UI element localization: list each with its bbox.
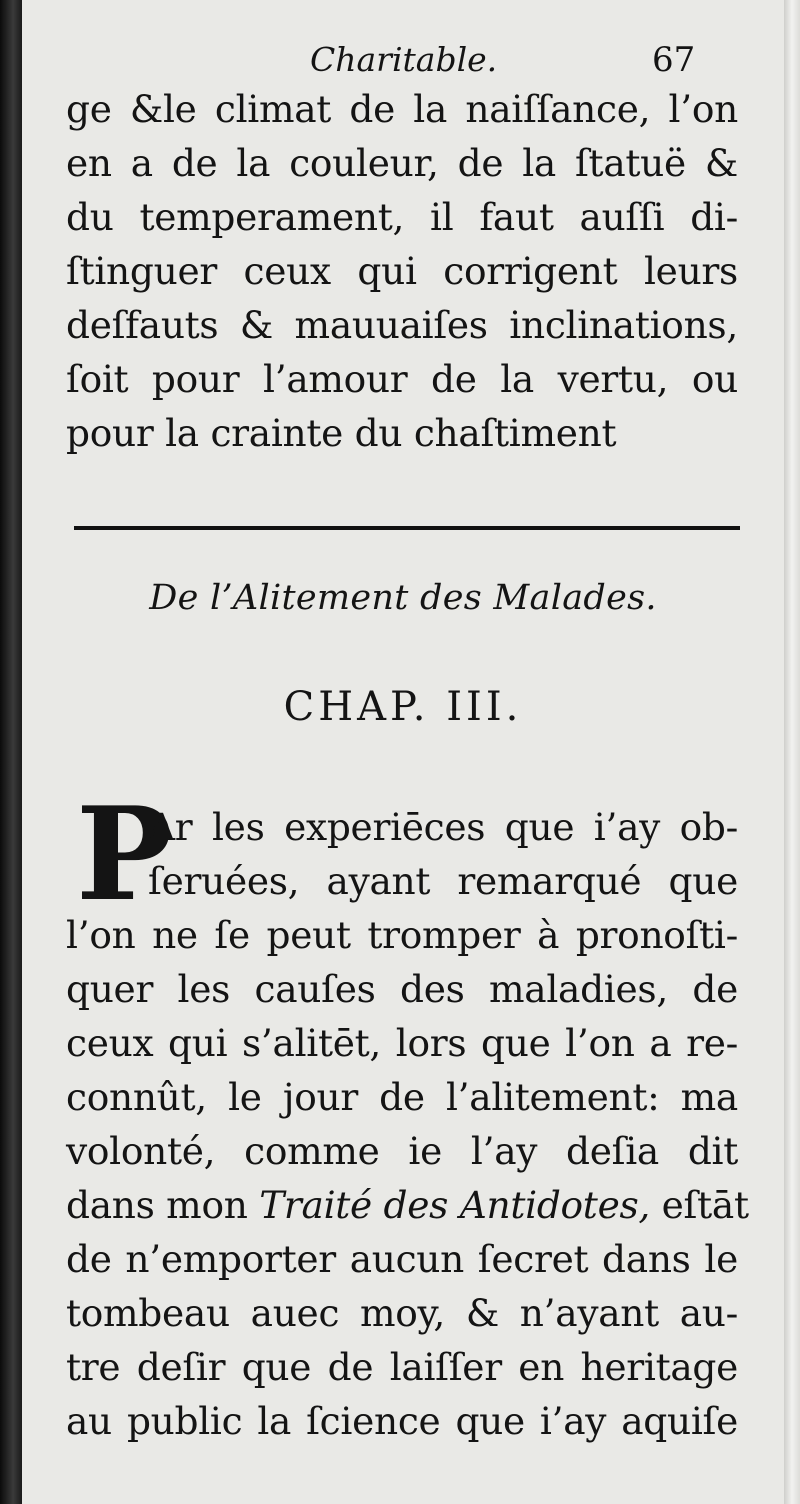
body-paragraph	[66, 908, 749, 1448]
text-line: tombeau auec moy, & n’ayant au-	[66, 1291, 738, 1335]
running-title: Charitable.	[310, 40, 498, 79]
page-number: 67	[652, 40, 696, 80]
page-header	[22, 34, 784, 84]
text-line: de n’emporter aucun ſecret dans le	[66, 1237, 738, 1281]
body-indented-lines	[148, 800, 738, 908]
text-line-with-italic-title	[66, 1178, 749, 1232]
horizontal-rule	[74, 526, 740, 530]
text-line: du temperament, il faut auſſi di-	[66, 195, 738, 239]
text-line: ceux qui s’alitēt, lors que l’on a re-	[66, 1021, 738, 1065]
text-line: quer les cauſes des maladies, de	[66, 967, 738, 1011]
section-title: De l’Alitement des Malades.	[149, 578, 657, 618]
book-title-italic: Traité des Antidotes,	[259, 1183, 651, 1227]
text-line: ſtinguer ceux qui corrigent leurs	[66, 249, 738, 293]
page-fore-edge	[784, 0, 800, 1504]
text-line: Ar les experiēces que i’ay ob-	[148, 805, 738, 849]
text-fragment: dans mon	[66, 1183, 260, 1227]
text-line: connût, le jour de l’alitement: ma	[66, 1075, 738, 1119]
book-page	[22, 0, 784, 1504]
top-paragraph	[66, 82, 738, 460]
drop-cap-initial: P	[76, 780, 173, 930]
page-binding-shadow	[0, 0, 22, 1504]
text-line: ſoit pour l’amour de la vertu, ou	[66, 357, 738, 401]
text-fragment: eſtāt	[650, 1183, 749, 1227]
text-line: ge &le climat de la naiſſance, l’on	[66, 87, 738, 131]
text-line: volonté, comme ie l’ay deſia dit	[66, 1129, 738, 1173]
chapter-heading: CHAP. III.	[283, 684, 523, 730]
text-line: ſeruées, ayant remarqué que	[148, 859, 738, 903]
text-line: au public la ſcience que i’ay aquiſe	[66, 1399, 738, 1443]
text-line: tre deſir que de laiſſer en heritage	[66, 1345, 738, 1389]
text-line: deſfauts & mauuaiſes inclinations,	[66, 303, 738, 347]
text-line: en a de la couleur, de la ſtatuë &	[66, 141, 738, 185]
text-line: pour la crainte du chaſtiment	[66, 411, 617, 455]
text-line: l’on ne ſe peut tromper à pronoſti-	[66, 913, 738, 957]
